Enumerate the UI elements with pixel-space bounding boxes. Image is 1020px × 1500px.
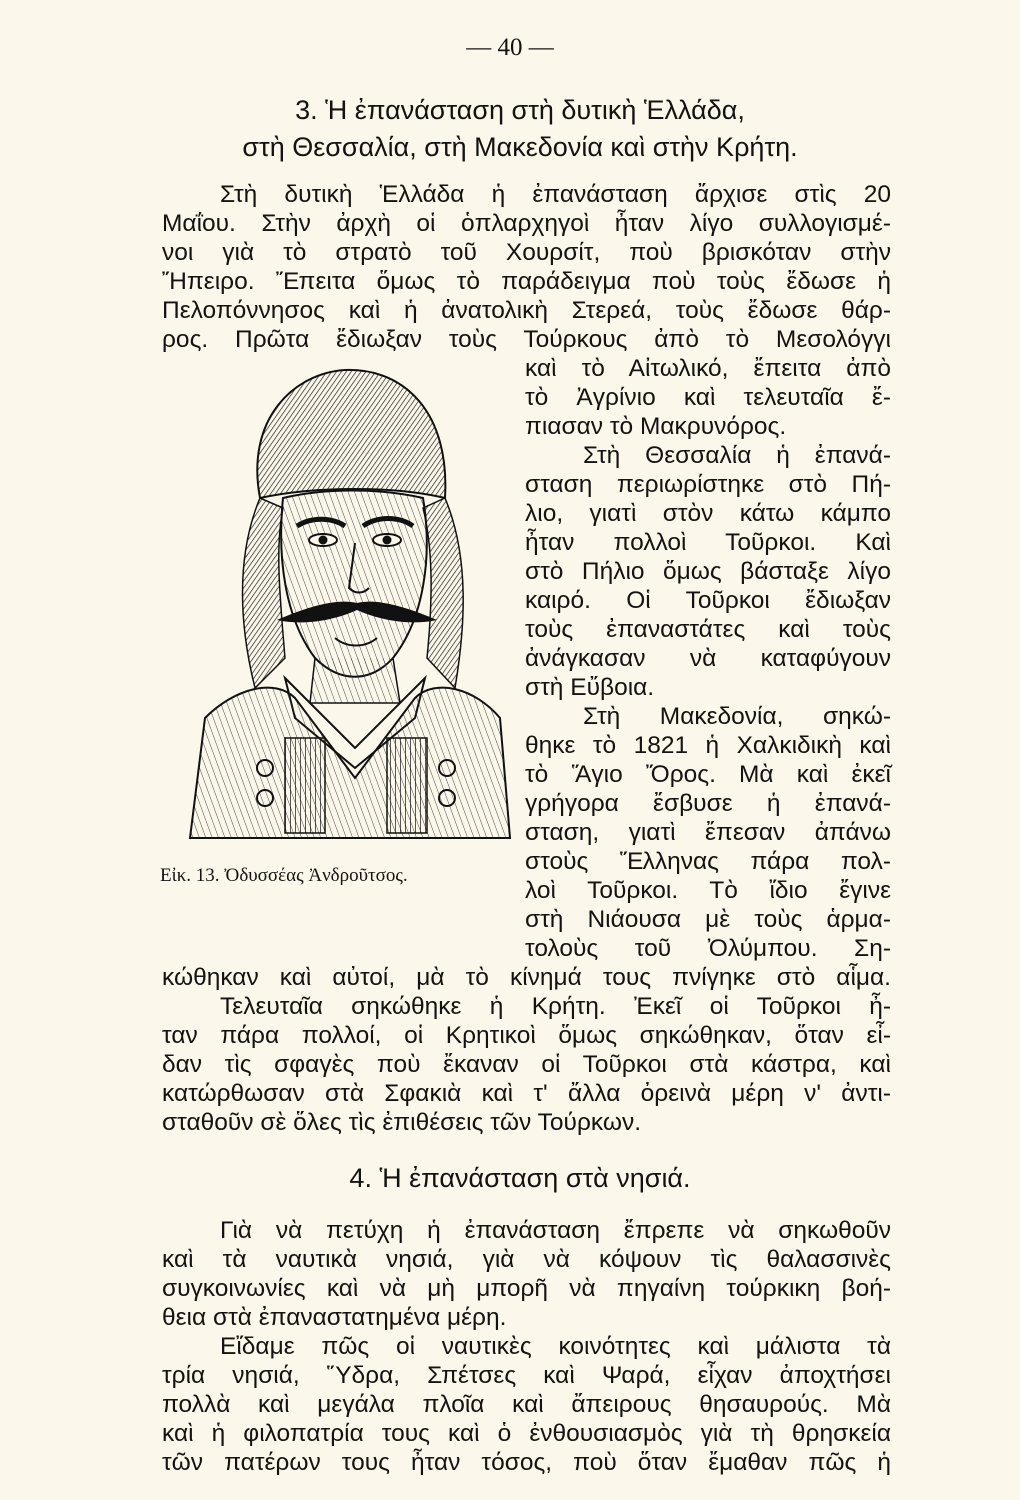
page-number: — 40 — (466, 34, 554, 61)
portrait-odysseas-androutsos (165, 358, 515, 863)
text-line: συγκοινωνίες καὶ νὰ μὴ μπορῆ νὰ πηγαίνη τούρκικη βοή- (162, 1275, 891, 1302)
text-line: Μαΐου. Στὴν ἀρχὴ οἱ ὁπλαρχηγοὶ ἦταν λίγο συλλογισμέ- (162, 210, 891, 237)
text-line: Στὴ δυτικὴ Ἑλλάδα ἡ ἐπανάσταση ἄρχισε στὶς 20 (220, 181, 891, 208)
text-line: Εἴδαμε πῶς οἱ ναυτικὲς κοινότητες καὶ μάλιστα τὰ (220, 1333, 891, 1360)
section-3-heading (150, 92, 890, 166)
text-line: Στὴ Μακεδονία, σηκώ- (583, 703, 891, 730)
text-line: τῶν πατέρων τους ἦταν τόσος, ποὺ ὅταν ἔμαθαν πῶς ἡ (162, 1449, 891, 1476)
text-line: καιρό. Οἱ Τοῦρκοι ἔδιωξαν (525, 587, 891, 614)
text-line: γρήγορα ἔσβυσε ἡ ἐπανά- (525, 790, 891, 817)
text-line: Στὴ Θεσσαλία ἡ ἐπανά- (583, 442, 891, 469)
text-line: σταθοῦν σὲ ὅλες τὶς ἐπιθέσεις τῶν Τούρκων. (162, 1109, 642, 1136)
text-line: θεια στὰ ἐπαναστατημένα μέρη. (162, 1304, 507, 1331)
text-line: πολλὰ καὶ μεγάλα πλοῖα καὶ ἄπειρους θησαυρούς. Μὰ (162, 1391, 891, 1418)
text-line: θηκε τὸ 1821 ἡ Χαλκιδικὴ καὶ (525, 732, 891, 759)
text-line: καὶ τὰ ναυτικὰ νησιά, γιὰ νὰ κόψουν τὶς θαλασσινὲς (162, 1246, 891, 1273)
text-line: λιο, γιατὶ στὸν κάτω κάμπο (525, 500, 891, 527)
text-line: Πελοπόννησος καὶ ἡ ἀνατολικὴ Στερεά, τοὺς ἔδωσε θάρ- (162, 297, 891, 324)
text-line: ἦταν πολλοὶ Τοῦρκοι. Καὶ (525, 529, 891, 556)
text-line: πιασαν τὸ Μακρυνόρος. (525, 413, 787, 440)
text-line: τολοὺς τοῦ Ὀλύμπου. Ση- (525, 935, 891, 962)
text-line: λοὶ Τοῦρκοι. Τὸ ἴδιο ἔγινε (525, 877, 891, 904)
text-line: στὴ Εὔβοια. (525, 674, 655, 701)
text-line: στὸ Πήλιο ὅμως βάσταξε λίγο (525, 558, 891, 585)
text-line: ταν πάρα πολλοί, οἱ Κρητικοὶ ὅμως σηκώθηκαν, ὅταν εἶ- (162, 1022, 891, 1049)
text-line: Ἤπειρο. Ἔπειτα ὅμως τὸ παράδειγμα ποὺ τοὺς ἔδωσε ἡ (162, 268, 891, 295)
text-line: τοὺς ἐπαναστάτες καὶ τοὺς (525, 616, 891, 643)
text-line: τρία νησιά, Ὕδρα, Σπέτσες καὶ Ψαρά, εἶχαν ἀποχτήσει (162, 1362, 891, 1389)
text-line: σταση περιωρίστηκε στὸ Πή- (525, 471, 891, 498)
text-line: νοι γιὰ τὸ στρατὸ τοῦ Χουρσίτ, ποὺ βρισκόταν στὴν (162, 239, 891, 266)
text-line: κατώρθωσαν στὰ Σφακιὰ καὶ τ' ἄλλα ὀρεινὰ μέρη ν' ἀντι- (162, 1080, 891, 1107)
text-line: ἀνάγκασαν νὰ καταφύγουν (525, 645, 891, 672)
text-line: στοὺς Ἕλληνας πάρα πολ- (525, 848, 891, 875)
text-line: κώθηκαν καὶ αὐτοί, μὰ τὸ κίνημά τους πνίγηκε στὸ αἷμα. (162, 964, 891, 991)
text-line: τὸ Ἀγρίνιο καὶ τελευταῖα ἔ- (525, 384, 891, 411)
text-line: στὴ Νιάουσα μὲ τοὺς ἁρμα- (525, 906, 891, 933)
text-line: ρος. Πρῶτα ἔδιωξαν τοὺς Τούρκους ἀπὸ τὸ Μεσολόγγι (162, 326, 891, 353)
text-line: τὸ Ἅγιο Ὄρος. Μὰ καὶ ἐκεῖ (525, 761, 891, 788)
text-line: καὶ τὸ Αἰτωλικό, ἔπειτα ἀπὸ (525, 355, 891, 382)
text-line: δαν τὶς σφαγὲς ποὺ ἔκαναν οἱ Τοῦρκοι στὰ κάστρα, καὶ (162, 1051, 891, 1078)
text-line: σταση, γιατὶ ἔπεσαν ἀπάνω (525, 819, 891, 846)
figure-caption: Εἰκ. 13. Ὀδυσσέας Ἀνδροῦτσος. (160, 865, 408, 886)
heading-line: στὴ Θεσσαλία, στὴ Μακεδονία καὶ στὴν Κρήτη. (242, 132, 798, 162)
text-line: Τελευταῖα σηκώθηκε ἡ Κρήτη. Ἐκεῖ οἱ Τοῦρκοι ἦ- (220, 993, 891, 1020)
text-line: καὶ ἡ φιλοπατρία τους καὶ ὁ ἐνθουσιασμὸς γιὰ τὴ θρησκεία (162, 1420, 891, 1447)
section-4-heading: 4. Ἡ ἐπανάσταση στὰ νησιά. (349, 1163, 691, 1193)
heading-line: 3. Ἡ ἐπανάσταση στὴ δυτικὴ Ἑλλάδα, (295, 95, 745, 125)
text-line: Γιὰ νὰ πετύχη ἡ ἐπανάσταση ἔπρεπε νὰ σηκωθοῦν (220, 1217, 891, 1244)
